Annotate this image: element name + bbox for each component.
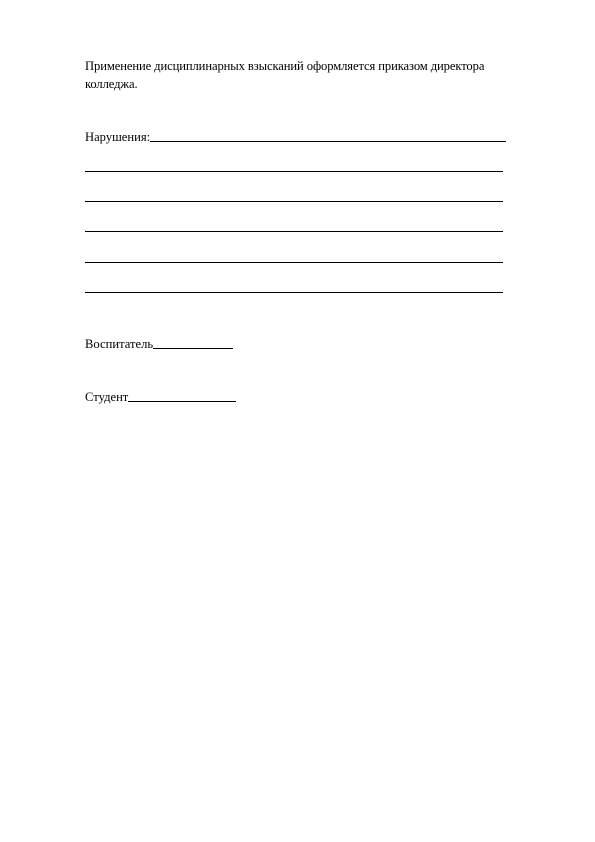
teacher-signature-line bbox=[153, 336, 233, 349]
student-signature-line bbox=[128, 389, 236, 402]
student-signature-label: Студент bbox=[85, 390, 129, 404]
blank-line-3 bbox=[85, 231, 503, 232]
blank-line-4 bbox=[85, 262, 503, 263]
student-signature-field bbox=[85, 388, 236, 404]
violations-fill-line bbox=[150, 129, 506, 142]
disciplinary-notice-paragraph: Применение дисциплинарных взысканий оформляется приказом директора колледжа. bbox=[85, 59, 485, 91]
teacher-signature-label: Воспитатель bbox=[85, 337, 154, 351]
teacher-signature-field bbox=[85, 335, 233, 351]
blank-line-2 bbox=[85, 201, 503, 202]
blank-line-5 bbox=[85, 292, 503, 293]
violations-label: Нарушения: bbox=[85, 130, 151, 144]
blank-line-1 bbox=[85, 171, 503, 172]
violations-field bbox=[85, 128, 506, 144]
